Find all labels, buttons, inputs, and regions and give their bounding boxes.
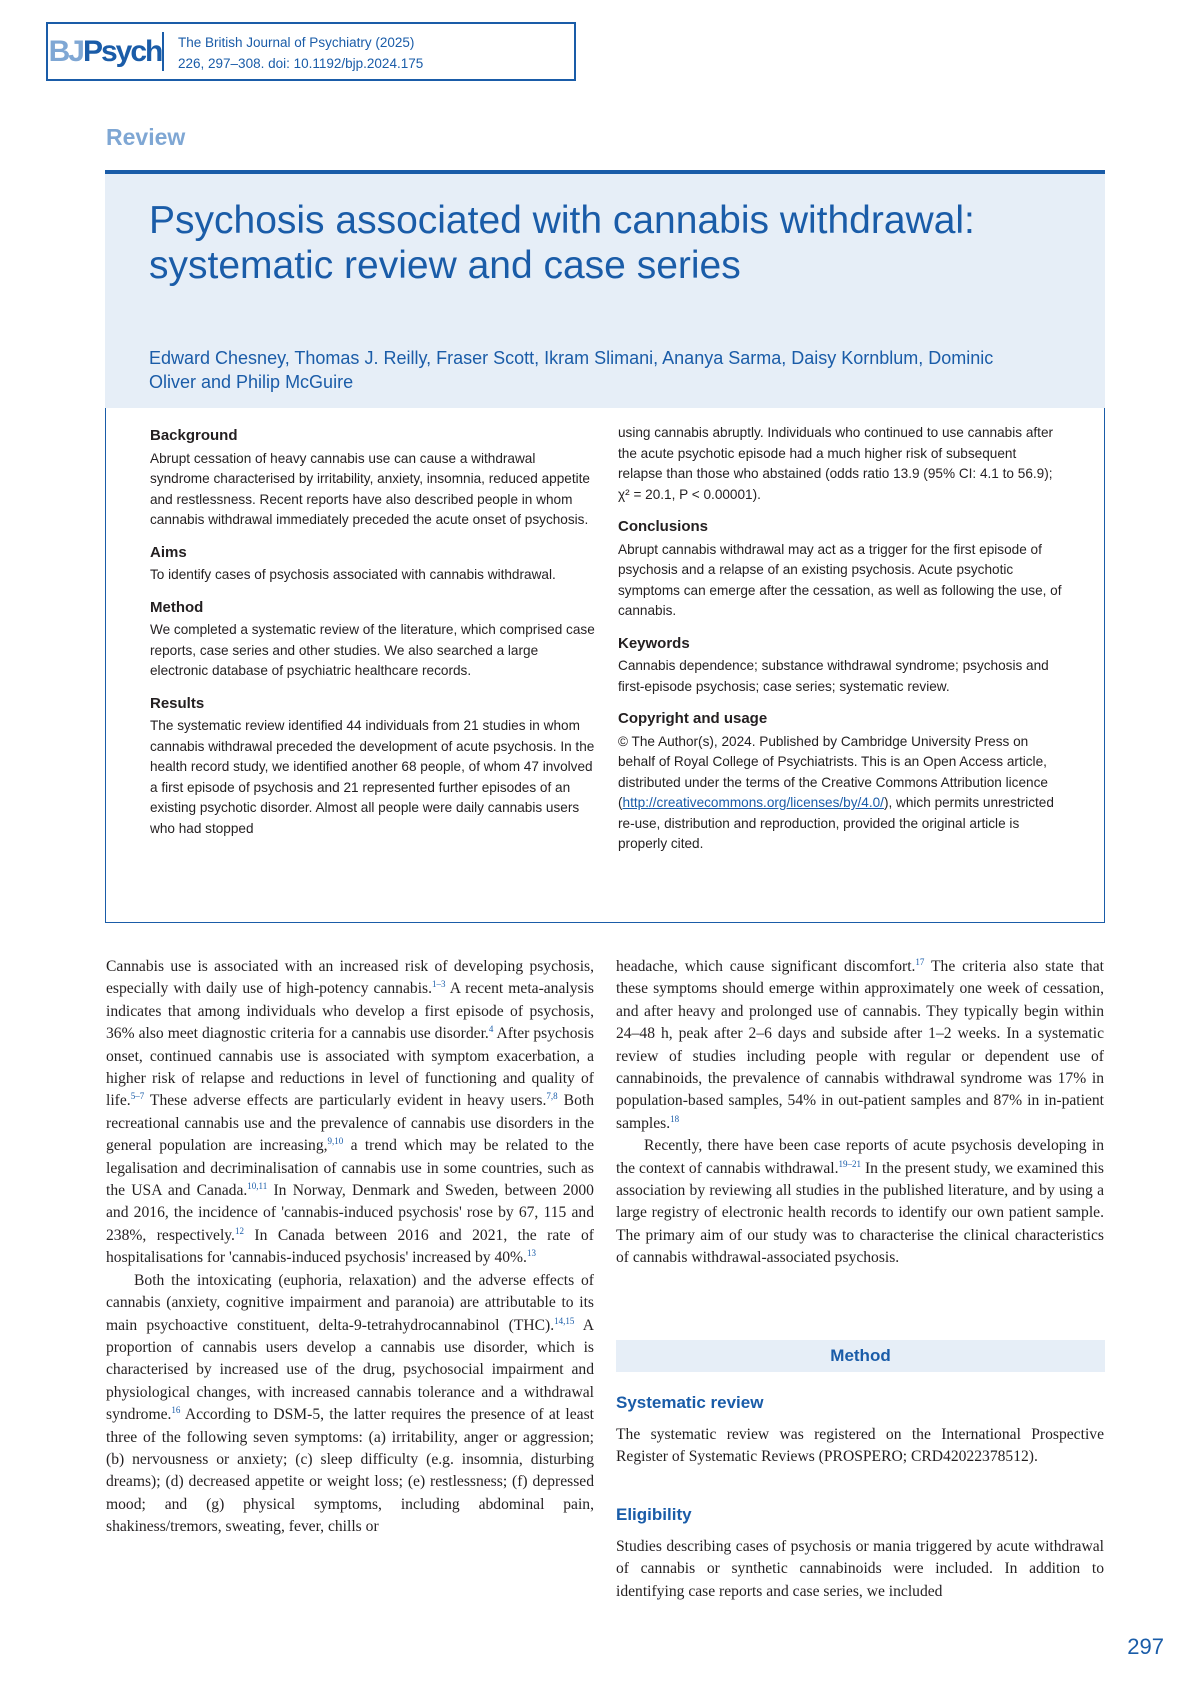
body-paragraph: headache, which cause significant discomfort.$^{17}$ The criteria also state that these symptoms should emerge within approximately one week of cessation, and after heavy and prolonged use of cannabis. They typically begin within 24–48 h, peak after 2–6 days and subside after 1–2 weeks. In a systematic review of studies including people with regular or dependent use of cannabinoids, the prevalence of cannabis withdrawal syndrome was 17% in population-based samples, 54% in out-patient samples and 87% in in-patient samples.$^{18}$ bbox=[616, 956, 1104, 1132]
body-paragraph: Cannabis use is associated with an increased risk of developing psychosis, especially with daily use of high-potency cannabis.$^{1-3}$ A recent meta-analysis indicates that among individuals who develop a first episode of psychosis, 36% also meet diagnostic criteria for a cannabis use disorder.$^4$ After psychosis onset, continued cannabis use is associated with symptom exacerbation, a higher risk of relapse and reductions in level of functioning and quality of life.$^{5-7}$ These adverse effects are particularly evident in heavy users.$^{7,8}$ Both recreational cannabis use and the prevalence of cannabis use disorders in the general population are increasing,$^{9,10}$ a trend which may be related to the legalisation and decriminalisation of cannabis use in some countries, such as the USA and Canada.$^{10,11}$ In Norway, Denmark and Sweden, between 2000 and 2016, the incidence of 'cannabis-induced psychosis' rose by 67, 115 and 238%, respectively.$^{12}$ In Canada between 2016 and 2021, the rate of hospitalisations for 'cannabis-induced psychosis' increased by 40%.$^{13}$ bbox=[106, 958, 594, 1267]
license-link[interactable]: http://creativecommons.org/licenses/by/4.0/ bbox=[622, 795, 884, 810]
citation-ref[interactable]: 17 bbox=[915, 956, 925, 967]
eligibility-heading: Eligibility bbox=[616, 1505, 692, 1524]
abstract-copyright-heading: Copyright and usage bbox=[618, 710, 768, 727]
body-paragraph: Recently, there have been case reports of acute psychosis developing in the context of cannabis withdrawal.$^{19-21}$ In the present study, we examined this association by reviewing all studies in the published literature, and by using a large registry of electronic health records to identify our own patient sample. The primary aim of our study was to characterise the clinical characteristics of cannabis withdrawal-associated psychosis. bbox=[616, 1137, 1104, 1267]
abstract-method-heading: Method bbox=[150, 598, 204, 616]
citation-ref[interactable]: 7,8 bbox=[546, 1091, 558, 1102]
title-block bbox=[105, 170, 1105, 408]
header-divider bbox=[162, 32, 164, 71]
citation-ref[interactable]: 12 bbox=[234, 1225, 244, 1236]
article-title: Psychosis associated with cannabis withdrawal: systematic review and case series bbox=[149, 199, 975, 287]
abstract-results-text: The systematic review identified 44 individuals from 21 studies in whom cannabis withdrawal preceded the development of acute psychosis. In the health record study, we identified another 68 people, of whom 47 involved a first episode of psychosis and 21 represented further episodes of an existing psychotic disorder. Almost all people were daily cannabis users who had stopped bbox=[150, 718, 595, 836]
citation-ref[interactable]: 5–7 bbox=[130, 1091, 145, 1102]
citation-ref[interactable]: 14,15 bbox=[554, 1315, 575, 1326]
abstract-keywords-heading: Keywords bbox=[618, 634, 690, 652]
body-paragraph: Both the intoxicating (euphoria, relaxation) and the adverse effects of cannabis (anxiety, cognitive impairment and paranoia) are attributable to its main psychoactive constituent, delta-9-tetrahydrocannabinol (THC).$^{14,15}$ A proportion of cannabis users develop a cannabis use disorder, which is characterised by increased use of the drug, psychosocial impairment and physiological changes, with increased cannabis tolerance and a withdrawal syndrome.$^{16}$ According to DSM-5, the latter requires the presence of at least three of the following seven symptoms: (a) irritability, anger or aggression; (b) nervousness or anxiety; (c) sleep difficulty (e.g. insomnia, disturbing dreams); (d) decreased appetite or weight loss; (e) restlessness; (f) depressed mood; and (g) physical symptoms, including abdominal pain, shakiness/tremors, sweating, fever, chills or bbox=[106, 1271, 594, 1536]
journal-name: The British Journal of Psychiatry (2025) bbox=[178, 35, 415, 50]
citation-ref[interactable]: 18 bbox=[670, 1113, 680, 1124]
method-section-heading: Method bbox=[616, 1340, 1105, 1372]
article-section-label: Review bbox=[106, 124, 186, 150]
body-right-column bbox=[616, 956, 1104, 1270]
journal-header bbox=[46, 22, 576, 81]
body-left-column bbox=[106, 956, 594, 1539]
abstract-background-text: Abrupt cessation of heavy cannabis use can cause a withdrawal syndrome characterised by irritability, anxiety, insomnia, reduced appetite and restlessness. Recent reports have also described people in whom cannabis withdrawal immediately preceded the acute onset of psychosis. bbox=[150, 450, 590, 527]
abstract bbox=[105, 408, 1105, 923]
citation-ref[interactable]: 13 bbox=[526, 1248, 536, 1259]
citation-ref[interactable]: 10,11 bbox=[247, 1180, 268, 1191]
abstract-results-continued: using cannabis abruptly. Individuals who continued to use cannabis after the acute psychotic episode had a much higher risk of subsequent relapse than those who abstained (odds ratio 13.9 (95% CI: 4.1 to 56.9); χ² = 20.1, P < 0.00001). bbox=[618, 425, 1054, 502]
journal-volume-doi: 226, 297–308. doi: 10.1192/bjp.2024.175 bbox=[178, 56, 424, 71]
abstract-method-text: We completed a systematic review of the literature, which comprised case reports, case series and other studies. We also searched a large electronic database of psychiatric healthcare records. bbox=[150, 622, 595, 678]
author-list: Edward Chesney, Thomas J. Reilly, Fraser Scott, Ikram Slimani, Ananya Sarma, Daisy Kornblum, Dominic Oliver and Philip McGuire bbox=[149, 348, 994, 392]
bjpsych-logo: BJ Psych bbox=[48, 34, 162, 68]
citation-ref[interactable]: 1–3 bbox=[432, 979, 446, 990]
abstract-conclusions-text: Abrupt cannabis withdrawal may act as a trigger for the first episode of psychosis and a relapse of an existing psychosis. Acute psychotic symptoms can emerge after the cessation, as well as following the use, of cannabis. bbox=[618, 541, 1062, 618]
abstract-right-column bbox=[618, 423, 1064, 855]
eligibility-text: Studies describing cases of psychosis or mania triggered by acute withdrawal of cannabis or synthetic cannabinoids were included. In addition to identifying case reports and case series, we included bbox=[616, 1538, 1104, 1600]
abstract-keywords-text: Cannabis dependence; substance withdrawal syndrome; psychosis and first-episode psychosis; case series; systematic review. bbox=[618, 658, 1049, 694]
abstract-left-column bbox=[150, 422, 596, 839]
systematic-review-heading: Systematic review bbox=[616, 1393, 764, 1412]
citation-ref[interactable]: 9,10 bbox=[327, 1136, 344, 1147]
citation-ref[interactable]: 19–21 bbox=[838, 1158, 861, 1169]
citation-ref[interactable]: 16 bbox=[171, 1404, 181, 1415]
abstract-conclusions-heading: Conclusions bbox=[618, 518, 709, 535]
abstract-results-heading: Results bbox=[150, 694, 205, 712]
journal-citation bbox=[178, 32, 423, 74]
abstract-aims-heading: Aims bbox=[150, 543, 187, 561]
systematic-review-text: The systematic review was registered on the International Prospective Register of Systematic Reviews (PROSPERO; CRD42022378512). bbox=[616, 1426, 1104, 1466]
abstract-background-heading: Background bbox=[150, 427, 238, 444]
page-number: 297 bbox=[1127, 1634, 1164, 1659]
abstract-copyright-text: © The Author(s), 2024. Published by Cambridge University Press on behalf of Royal College of Psychiatrists. This is an Open Access article, distributed under the terms of the Creative Commons Attribution licence (http://creativecommons.org/licenses/by/4.0/), which permits unrestricted re-use, distribution and reproduction, provided the original article is properly cited. bbox=[618, 733, 1054, 851]
abstract-aims-text: To identify cases of psychosis associated with cannabis withdrawal. bbox=[150, 567, 556, 582]
citation-ref[interactable]: 4 bbox=[488, 1024, 494, 1035]
